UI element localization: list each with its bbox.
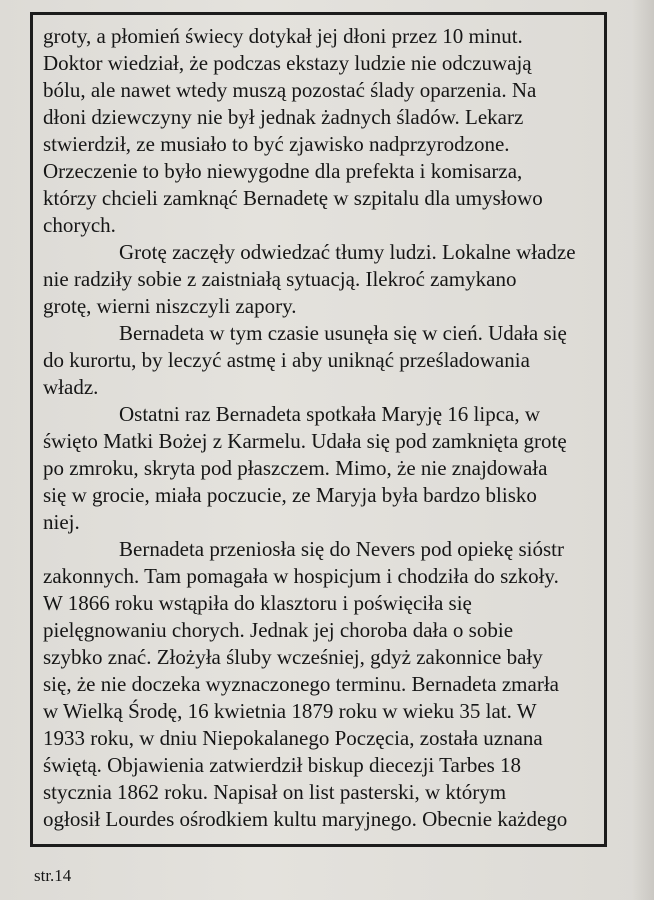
text-line: Ostatni raz Bernadeta spotkała Maryję 16 lipca, w	[119, 402, 541, 426]
text-line: szybko znać. Złożyła śluby wcześniej, gdyż zakonnice bały	[43, 645, 543, 669]
text-line: dłoni dziewczyny nie był jednak żadnych śladów. Lekarz	[43, 105, 524, 129]
text-frame	[30, 12, 607, 847]
text-line: do kurortu, by leczyć astmę i aby uniknąć prześladowania	[43, 348, 530, 372]
paragraph	[43, 23, 596, 239]
text-line: W 1866 roku wstąpiła do klasztoru i poświęciła się	[43, 591, 472, 615]
paragraph	[43, 239, 596, 320]
text-line: Grotę zaczęły odwiedzać tłumy ludzi. Lokalne władze	[119, 240, 576, 264]
text-line: się, że nie doczeka wyznaczonego terminu. Bernadeta zmarła	[43, 672, 559, 696]
text-line: 1933 roku, w dniu Niepokalanego Poczęcia, została uznana	[43, 726, 543, 750]
text-line: zakonnych. Tam pomagała w hospicjum i chodziła do szkoły.	[43, 564, 559, 588]
text-line: świętą. Objawienia zatwierdził biskup diecezji Tarbes 18	[43, 753, 522, 777]
text-line: niej.	[43, 510, 80, 534]
paragraph	[43, 536, 596, 833]
paragraph	[43, 320, 596, 401]
text-line: się w grocie, miała poczucie, ze Maryja była bardzo blisko	[43, 483, 537, 507]
text-line: bólu, ale nawet wtedy muszą pozostać ślady oparzenia. Na	[43, 78, 537, 102]
text-line: święto Matki Bożej z Karmelu. Udała się pod zamknięta grotę	[43, 429, 567, 453]
text-line: groty, a płomień świecy dotykał jej dłoni przez 10 minut.	[43, 24, 523, 48]
paragraph	[43, 401, 596, 536]
text-line: w Wielką Środę, 16 kwietnia 1879 roku w wieku 35 lat. W	[43, 699, 537, 723]
text-line: Doktor wiedział, że podczas ekstazy ludzie nie odczuwają	[43, 51, 532, 75]
text-line: stwierdził, ze musiało to być zjawisko nadprzyrodzone.	[43, 132, 510, 156]
text-line: władz.	[43, 375, 99, 399]
text-line: grotę, wierni niszczyli zapory.	[43, 294, 297, 318]
text-line: nie radziły sobie z zaistniałą sytuacją. Ilekroć zamykano	[43, 267, 517, 291]
text-line: Bernadeta przeniosła się do Nevers pod opiekę sióstr	[119, 537, 564, 561]
page-number: str.14	[34, 866, 72, 885]
text-line: Orzeczenie to było niewygodne dla prefekta i komisarza,	[43, 159, 523, 183]
text-line: stycznia 1862 roku. Napisał on list pasterski, w którym	[43, 780, 507, 804]
text-line: chorych.	[43, 213, 116, 237]
text-line: pielęgnowaniu chorych. Jednak jej choroba dała o sobie	[43, 618, 514, 642]
text-line: Bernadeta w tym czasie usunęła się w cień. Udała się	[119, 321, 567, 345]
page-edge-shadow	[632, 0, 654, 900]
text-line: po zmroku, skryta pod płaszczem. Mimo, że nie znajdowała	[43, 456, 548, 480]
text-line: którzy chcieli zamknąć Bernadetę w szpitalu dla umysłowo	[43, 186, 543, 210]
text-line: ogłosił Lourdes ośrodkiem kultu maryjnego. Obecnie każdego	[43, 807, 568, 831]
